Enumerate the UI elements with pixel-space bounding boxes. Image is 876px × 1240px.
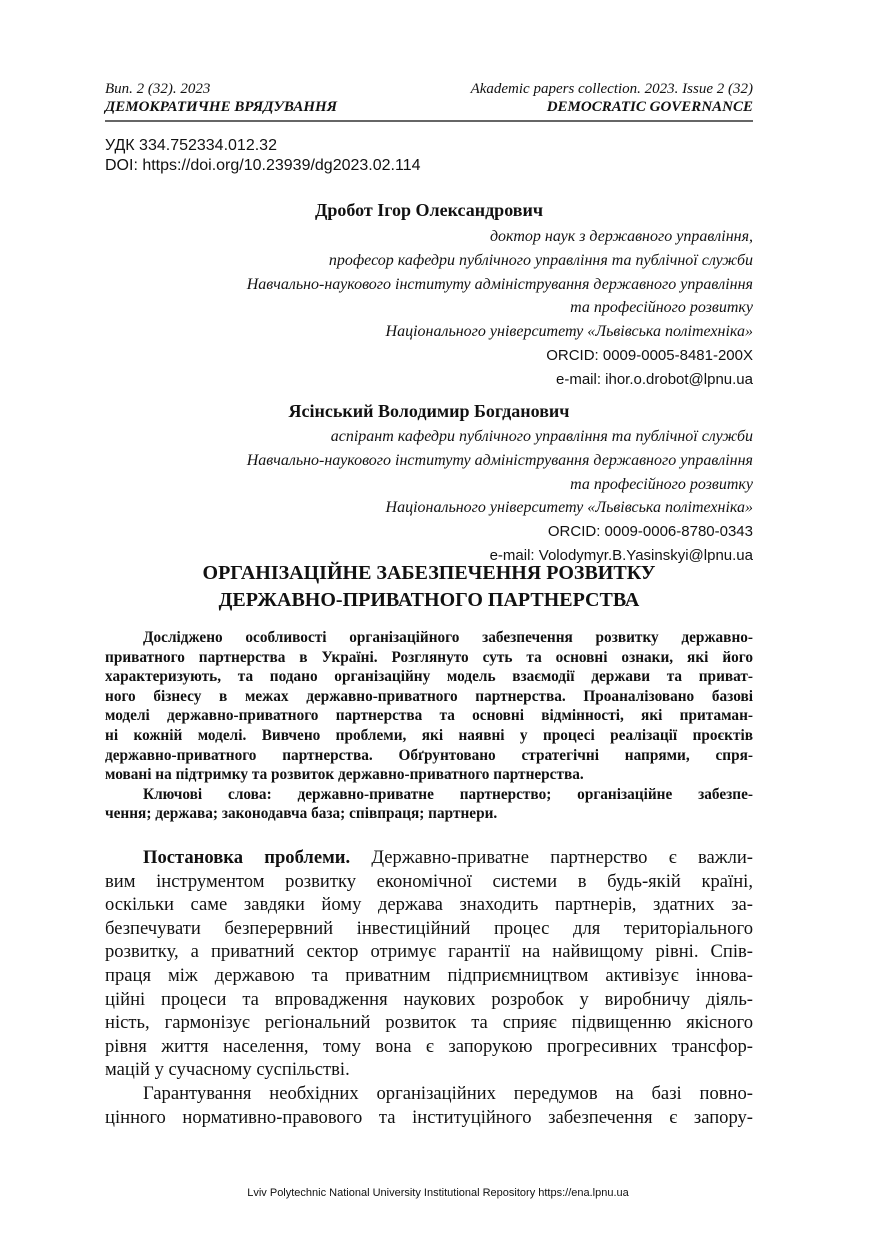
article-title <box>105 560 753 614</box>
header-rule <box>105 120 753 122</box>
body-line: безпечувати безперервний інвестиційний процес для територіального <box>105 917 753 939</box>
abstract-line: Досліджено особливості організаційного забезпечення розвитку державно- <box>143 629 753 646</box>
keywords-line: Ключові слова: державно-приватне партнерство; організаційне забезпе- <box>143 785 753 803</box>
affiliation-line: професор кафедри публічного управління та публічної служби <box>328 251 753 269</box>
affiliation-line: та професійного розвитку <box>570 475 753 493</box>
keywords-line: чення; держава; законодавча база; співпраця; партнери. <box>105 805 498 823</box>
body-text: Державно-приватне партнерство є важли- <box>350 847 754 868</box>
abstract-line: приватного партнерства в Україні. Розглянуто суть та основні ознаки, які його <box>105 648 753 666</box>
udk: УДК 334.752334.012.32 <box>105 137 277 154</box>
repository-footer: Lviv Polytechnic National University Institutional Repository https://ena.lpnu.ua <box>247 1187 629 1199</box>
body-line: вим інструментом розвитку економічної системи в будь-якій країні, <box>105 870 753 892</box>
affiliation-line: Навчально-наукового інституту адміністрування державного управління <box>246 275 753 293</box>
body-line: ційні процеси та впровадження наукових розробок у виробничу діяль- <box>105 988 753 1010</box>
abstract <box>105 628 753 824</box>
body-line: Гарантування необхідних організаційних передумов на базі повно- <box>143 1082 753 1104</box>
body-line: розвитку, а приватний сектор отримує гарантії на найвищому рівні. Спів- <box>105 941 753 963</box>
affiliation-line: аспірант кафедри публічного управління та публічної служби <box>330 428 753 445</box>
journal-name-ua: ДЕМОКРАТИЧНЕ ВРЯДУВАННЯ <box>105 99 338 115</box>
affiliation-line: Національного університету «Львівська політехніка» <box>385 323 753 341</box>
author-affiliation <box>105 425 753 568</box>
abstract-line: моделі державно-приватного партнерства та основні відмінності, які притаман- <box>105 707 753 725</box>
abstract-line: характеризують, та подано організаційну модель взаємодії держави та приват- <box>105 668 753 686</box>
author-affiliation <box>105 225 753 392</box>
orcid: ORCID: 0009-0006-8780-0343 <box>547 523 753 541</box>
body-line: оскільки саме завдяки йому держава знаходить партнерів, здатних за- <box>105 894 753 916</box>
issue-en: Akademic papers collection. 2023. Issue 2 (32) <box>470 81 753 97</box>
body-line <box>105 846 753 870</box>
email: e-mail: Volodymyr.B.Yasinskyi@lpnu.ua <box>489 546 753 564</box>
body-line: рівня життя населення, тому вона є запорукою прогресивних трансфор- <box>105 1035 753 1057</box>
running-header <box>105 80 753 116</box>
body-line: ність, гармонізує регіональний розвиток та сприяє підвищенню якісного <box>105 1012 753 1034</box>
identifiers <box>105 136 421 176</box>
author-name: Дробот Ігор Олександрович <box>314 200 543 220</box>
affiliation-line: та професійного розвитку <box>570 299 753 317</box>
article-body <box>105 846 753 1129</box>
issue-ua: Вип. 2 (32). 2023 <box>105 81 211 97</box>
title-line: ДЕРЖАВНО-ПРИВАТНОГО ПАРТНЕРСТВА <box>218 589 640 611</box>
body-line: цінного нормативно-правового та інституційного забезпечення є запору- <box>105 1106 753 1128</box>
abstract-line: державно-приватного партнерства. Обґрунтовано стратегічні напрями, спря- <box>105 746 753 764</box>
affiliation-line: доктор наук з державного управління, <box>489 228 753 245</box>
abstract-line: мовані на підтримку та розвиток державно-приватного партнерства. <box>105 766 584 784</box>
abstract-line: ні кожній моделі. Вивчено проблеми, які наявні у процесі реалізації проєктів <box>105 726 753 744</box>
abstract-line: ного бізнесу в межах державно-приватного партнерства. Проаналізовано базові <box>105 687 753 705</box>
affiliation-line: Національного університету «Львівська політехніка» <box>385 499 753 517</box>
author-name: Ясінський Володимир Богданович <box>288 401 570 421</box>
body-line: праця між державою та приватним підприємництвом активізує іннова- <box>105 964 753 986</box>
title-line: ОРГАНІЗАЦІЙНЕ ЗАБЕЗПЕЧЕННЯ РОЗВИТКУ <box>202 562 656 584</box>
body-line: мацій у сучасному суспільстві. <box>105 1059 350 1081</box>
section-heading: Постановка проблеми. <box>143 847 351 868</box>
email: e-mail: ihor.o.drobot@lpnu.ua <box>555 370 753 388</box>
orcid: ORCID: 0009-0005-8481-200X <box>546 346 753 364</box>
affiliation-line: Навчально-наукового інституту адміністрування державного управління <box>246 451 753 469</box>
journal-name-en: DEMOCRATIC GOVERNANCE <box>546 99 753 115</box>
doi: DOI: https://doi.org/10.23939/dg2023.02.114 <box>105 157 421 174</box>
